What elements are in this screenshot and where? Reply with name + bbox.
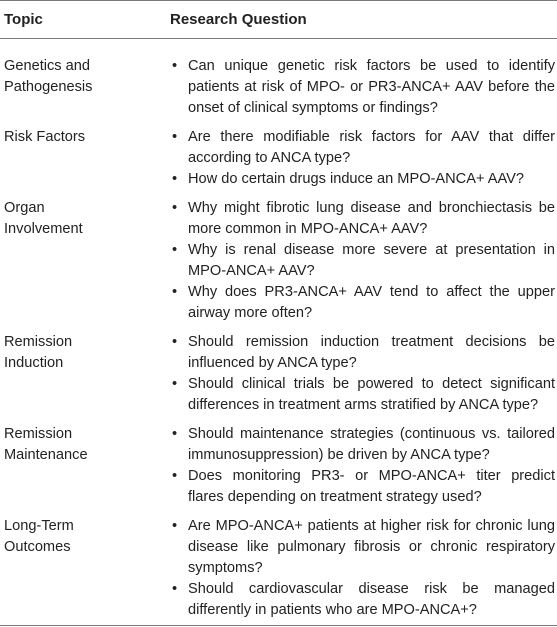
question-list (170, 516, 557, 621)
question-item: • Should maintenance strategies (continuous vs. tailored immunosuppression) be driven by ANCA type? (170, 424, 557, 466)
question-item: • How do certain drugs induce an MPO-ANCA+ AAV? (170, 169, 557, 190)
question-item: • Why might fibrotic lung disease and bronchiectasis be more common in MPO-ANCA+ AAV? (170, 198, 557, 240)
question-item: • Can unique genetic risk factors be used to identify patients at risk of MPO- or PR3-ANCA+ AAV before the onset of clinical symptoms or findings? (170, 56, 557, 119)
question-list (170, 332, 557, 416)
header-topic: Topic (4, 11, 43, 28)
table-row (0, 56, 557, 119)
table-row (0, 198, 557, 324)
question-list (170, 424, 557, 508)
row-topic: Risk Factors (4, 129, 86, 145)
table-row (0, 424, 557, 508)
row-topic: Remission Maintenance (4, 426, 88, 463)
question-list (170, 56, 557, 119)
row-topic: Long-Term Outcomes (4, 518, 74, 555)
table-body (0, 39, 557, 621)
question-item: • Should cardiovascular disease risk be managed differently in patients who are MPO-ANCA+? (170, 579, 557, 621)
question-list (170, 127, 557, 190)
row-topic: Genetics and Pathogenesis (4, 58, 93, 95)
table-row (0, 516, 557, 621)
row-topic: Remission Induction (4, 334, 73, 371)
question-item: • Are MPO-ANCA+ patients at higher risk for chronic lung disease like pulmonary fibrosis or chronic respiratory symptoms? (170, 516, 557, 579)
question-list (170, 198, 557, 324)
question-item: • Are there modifiable risk factors for AAV that differ according to ANCA type? (170, 127, 557, 169)
bottom-rule (0, 625, 557, 626)
table-row (0, 332, 557, 416)
row-topic: Organ Involvement (4, 200, 83, 237)
question-item: • Why does PR3-ANCA+ AAV tend to affect the upper airway more often? (170, 282, 557, 324)
question-item: • Does monitoring PR3- or MPO-ANCA+ titer predict flares depending on treatment strategy used? (170, 466, 557, 508)
header-research-question: Research Question (170, 11, 307, 28)
table-header (0, 1, 557, 38)
question-item: • Should remission induction treatment decisions be influenced by ANCA type? (170, 332, 557, 374)
table-row (0, 127, 557, 190)
question-item: • Should clinical trials be powered to detect significant differences in treatment arms stratified by ANCA type? (170, 374, 557, 416)
question-item: • Why is renal disease more severe at presentation in MPO-ANCA+ AAV? (170, 240, 557, 282)
